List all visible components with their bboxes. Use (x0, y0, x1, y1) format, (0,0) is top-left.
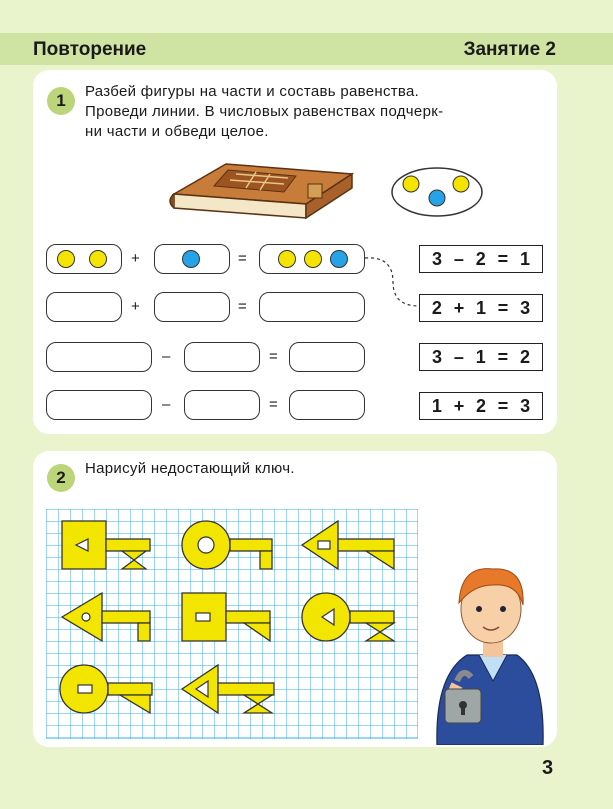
eq-term: 1 (520, 248, 531, 269)
eq-term: 2 (475, 248, 486, 269)
part-box[interactable] (184, 342, 260, 372)
blue-dot (330, 250, 348, 268)
eq-equals: = (497, 395, 509, 416)
part-box[interactable] (289, 390, 365, 420)
equals-sign: = (269, 396, 278, 413)
task-1-instructions (85, 82, 443, 142)
part-box[interactable] (289, 342, 365, 372)
eq-equals: = (497, 248, 509, 269)
eq-term: 3 (431, 248, 442, 269)
equals-sign: = (238, 250, 247, 267)
section-title: Повторение (33, 39, 147, 60)
part-box[interactable] (46, 292, 122, 322)
yellow-dot (304, 250, 322, 268)
whole-box[interactable] (46, 390, 152, 420)
minus-sign: – (162, 396, 171, 413)
task-1-line: Разбей фигуры на части и составь равенства. (85, 83, 420, 100)
eq-term: 1 (431, 395, 442, 416)
equation-box[interactable] (419, 343, 543, 371)
dots-oval (390, 166, 484, 218)
eq-term: 3 (520, 395, 531, 416)
eq-term: 2 (475, 395, 486, 416)
eq-term: 1 (475, 346, 486, 367)
eq-operator: – (453, 346, 464, 367)
equation-box[interactable] (419, 245, 543, 273)
book-illustration (166, 156, 360, 222)
task-2-card (33, 451, 557, 747)
eq-operator: – (453, 248, 464, 269)
equation-box[interactable] (419, 392, 543, 420)
yellow-dot (89, 250, 107, 268)
eq-equals: = (497, 346, 509, 367)
task-1-number: 1 (47, 87, 75, 115)
yellow-dot (278, 250, 296, 268)
task-2-instructions: Нарисуй недостающий ключ. (85, 460, 295, 477)
boy-illustration (427, 555, 553, 745)
eq-term: 2 (431, 297, 442, 318)
plus-sign: + (131, 298, 140, 315)
eq-term: 1 (475, 297, 486, 318)
equation-box[interactable] (419, 294, 543, 322)
equals-sign: = (269, 348, 278, 365)
lesson-title: Занятие 2 (463, 39, 556, 60)
eq-term: 3 (520, 297, 531, 318)
task-2-number: 2 (47, 464, 75, 492)
minus-sign: – (162, 348, 171, 365)
part-box[interactable] (154, 292, 230, 322)
task-1-card (33, 70, 557, 434)
whole-box[interactable] (259, 292, 365, 322)
plus-sign: + (131, 250, 140, 267)
eq-term: 3 (431, 346, 442, 367)
eq-equals: = (497, 297, 509, 318)
task-1-line: Проведи линии. В числовых равенствах подчерк- (85, 103, 444, 120)
whole-box[interactable] (46, 342, 152, 372)
whole-box (259, 244, 365, 274)
yellow-dot (57, 250, 75, 268)
eq-term: 2 (520, 346, 531, 367)
blue-dot (182, 250, 200, 268)
eq-operator: + (453, 395, 465, 416)
task-1-line: ни части и обведи целое. (85, 123, 269, 140)
part-box (154, 244, 230, 274)
part-box (46, 244, 122, 274)
header-bar (0, 33, 613, 65)
dashed-connector (363, 254, 423, 312)
part-box[interactable] (184, 390, 260, 420)
page-number: 3 (542, 757, 554, 779)
equals-sign: = (238, 298, 247, 315)
eq-operator: + (453, 297, 465, 318)
key-grid (46, 509, 418, 739)
